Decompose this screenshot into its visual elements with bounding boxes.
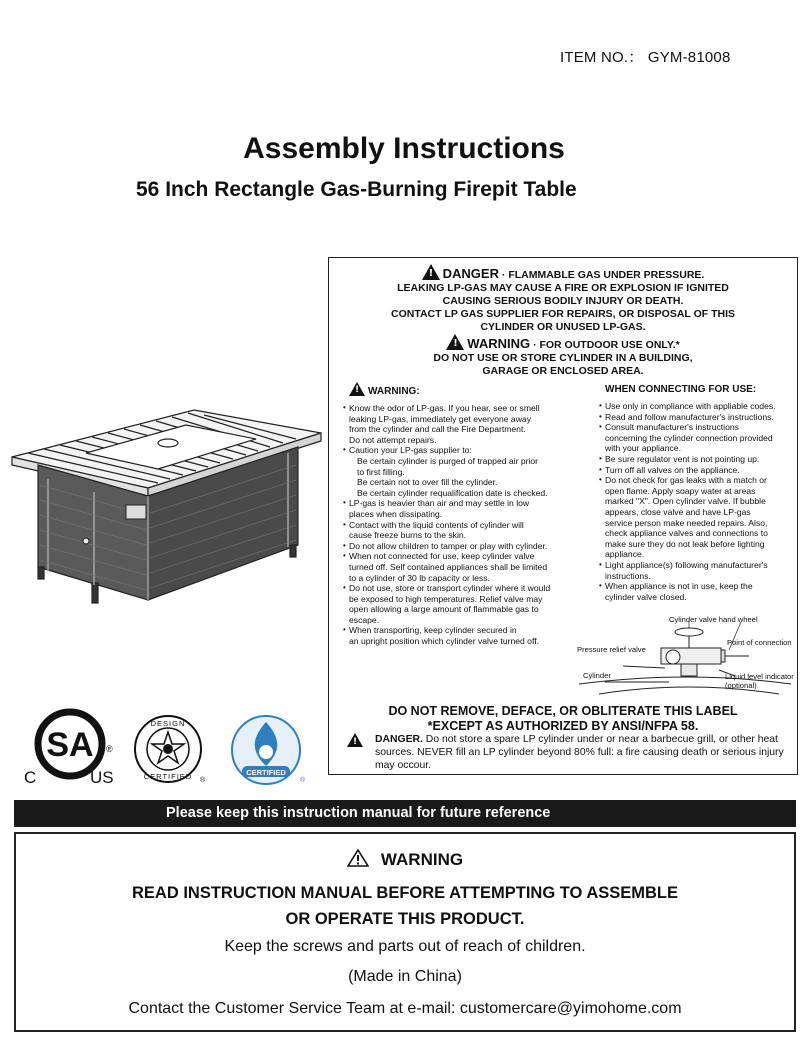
list-item: Be certain cylinder requalification date is checked.: [357, 487, 548, 498]
list-item: leaking LP-gas, immediately get everyone away: [349, 413, 531, 424]
list-item: appears, close valve and have LP-gas: [605, 506, 751, 517]
list-item: • When not connected for use, keep cylinder valve: [343, 551, 579, 562]
page-title: Assembly Instructions: [243, 132, 565, 165]
csa-logo: [20, 708, 120, 788]
list-item: • Know the odor of LP-gas. If you hear, see or smell: [343, 403, 579, 414]
warning-triangle-icon: [446, 334, 464, 350]
warning-triangle-icon: [347, 849, 369, 867]
list-item: with your appliance.: [605, 443, 681, 454]
list-item: • Contact with the liquid contents of cylinder will: [343, 520, 579, 531]
list-item: turned off. Self contained appliances shall be limited: [349, 561, 548, 572]
danger-header: !DANGER · FLAMMABLE GAS UNDER PRESSURE. LEAKING LP-GAS MAY CAUSE A FIRE OR EXPLOSION IF IGNITED CAUSING SERIOUS BODILY INJURY OR DEATH. CONTACT LP GAS SUPPLIER FOR REPAIRS, OR DISPOSAL OF THIS CYLINDER OR UNUSED LP-GAS.: [329, 264, 797, 334]
list-item: places when dissipating.: [349, 508, 443, 519]
list-item: • Light appliance(s) following manufacturer's: [599, 560, 795, 571]
list-item: • Be sure regulator vent is not pointing up.: [599, 454, 795, 465]
design-registered: ®: [200, 777, 206, 784]
csa-registered: ®: [106, 744, 113, 754]
design-top-text: DESIGN: [150, 719, 186, 728]
list-item: Be certain cylinder is purged of trapped air prior: [357, 455, 539, 466]
list-item: • Turn off all valves on the appliance.: [599, 465, 795, 476]
valve-label-relief: Pressure relief valve: [577, 645, 646, 654]
blue-certified-logo: [230, 710, 310, 790]
list-item: • When transporting, keep cylinder secured in: [343, 625, 579, 636]
valve-label-connection: Point of connection: [727, 638, 792, 647]
list-item: an upright position which cylinder valve turned off.: [349, 636, 539, 647]
list-item: • When appliance is not in use, keep the: [599, 581, 795, 592]
do-not-remove-notice: DO NOT REMOVE, DEFACE, OR OBLITERATE THIS LABEL *EXCEPT AS AUTHORIZED BY ANSI/NFPA 58.: [388, 704, 738, 733]
item-number: ITEM NO.： GYM-81008: [560, 49, 731, 66]
valve-label-hand-wheel: Cylinder valve hand wheel: [669, 615, 758, 624]
design-bottom-text: CERTIFIED: [143, 772, 193, 781]
list-item: • Do not use, store or transport cylinder where it would: [343, 583, 579, 594]
list-item: to a cylinder of 30 lb capacity or less.: [349, 572, 490, 583]
list-item: open allowing a large amount of flammable gas to: [349, 604, 539, 615]
reference-bar: Please keep this instruction manual for future reference: [14, 800, 796, 827]
csa-letters: SA: [46, 726, 94, 764]
design-certified-logo: [132, 712, 208, 788]
list-item: make sure they do not leak before lighting: [605, 538, 765, 549]
list-item: service person make needed repairs. Also,: [605, 517, 768, 528]
csa-us: US: [90, 768, 114, 787]
firepit-table-illustration: [8, 395, 326, 617]
certified-text: CERTIFIED: [246, 768, 286, 777]
list-item: • Do not allow children to tamper or play with cylinder.: [343, 541, 579, 552]
warning-box-contact: Contact the Customer Service Team at e-mail: customercare@yimohome.com: [128, 1000, 682, 1017]
list-item: cause freeze burns to the skin.: [349, 530, 467, 541]
warning-box-origin: (Made in China): [348, 968, 462, 985]
list-item: marked "X". Open cylinder valve. If bubble: [605, 496, 766, 507]
list-item: check appliance valves and connections to: [605, 528, 768, 539]
list-item: escape.: [349, 614, 380, 625]
list-item: from the cylinder and call the Fire Department.: [349, 424, 526, 435]
right-connection-list: [599, 401, 795, 602]
list-item: Be certain not to over fill the cylinder.: [357, 477, 498, 488]
warning-box-read-manual: READ INSTRUCTION MANUAL BEFORE ATTEMPTING TO ASSEMBLE OR OPERATE THIS PRODUCT.: [131, 884, 679, 928]
csa-c: C: [24, 768, 37, 787]
left-warning-list: [343, 403, 579, 647]
warning-box-heading: WARNING: [16, 849, 794, 870]
valve-label-cylinder: Cylinder: [583, 671, 611, 680]
outdoor-warning-header: !WARNING · FOR OUTDOOR USE ONLY.* DO NOT USE OR STORE CYLINDER IN A BUILDING, GARAGE OR ENCLOSED AREA.: [329, 334, 797, 378]
list-item: concerning the cylinder connection provided: [605, 432, 773, 443]
certified-registered: ®: [300, 777, 306, 784]
danger-triangle-icon: [422, 264, 440, 280]
warning-box-children: Keep the screws and parts out of reach of children.: [224, 938, 586, 955]
list-item: • Caution your LP-gas supplier to:: [343, 445, 579, 456]
list-item: cylinder valve closed.: [605, 591, 687, 602]
left-warning-heading: !WARNING:: [349, 381, 420, 399]
list-item: • Use only in compliance with appliable codes.: [599, 401, 795, 412]
warning-label: [328, 257, 798, 775]
list-item: be exposed to high temperatures. Relief valve may: [349, 593, 543, 604]
valve-label-optional: (optional): [725, 681, 757, 690]
list-item: open flame. Apply soapy water at areas: [605, 485, 756, 496]
design-certified-seal-icon: [132, 712, 208, 788]
bottom-danger-notice: ! DANGER. Do not store a spare LP cylinder under or near a barbecue grill, or other heat sources. NEVER fill an LP cylinder beyond 80% full: a fire causing death or serious injury may occour.: [375, 733, 793, 772]
list-item: • Consult manufacturer's instructions: [599, 422, 795, 433]
warning-box: [14, 832, 796, 1032]
list-item: • Do not check for gas leaks with a match or: [599, 475, 795, 486]
list-item: instructions.: [605, 570, 651, 581]
certified-flame-icon: [230, 710, 310, 790]
list-item: • LP-gas is heavier than air and may settle in low: [343, 498, 579, 509]
list-item: appliance.: [605, 549, 645, 560]
danger-triangle-icon: [347, 733, 363, 747]
warning-triangle-icon: [349, 382, 365, 396]
list-item: to first filling.: [357, 466, 405, 477]
right-heading: WHEN CONNECTING FOR USE:: [605, 384, 757, 395]
list-item: Do not attempt repairs.: [349, 434, 437, 445]
list-item: • Read and follow manufacturer's instructions.: [599, 412, 795, 423]
page-subtitle: 56 Inch Rectangle Gas-Burning Firepit Table: [136, 178, 577, 201]
valve-label-liquid: Liquid level indicator: [725, 672, 794, 681]
